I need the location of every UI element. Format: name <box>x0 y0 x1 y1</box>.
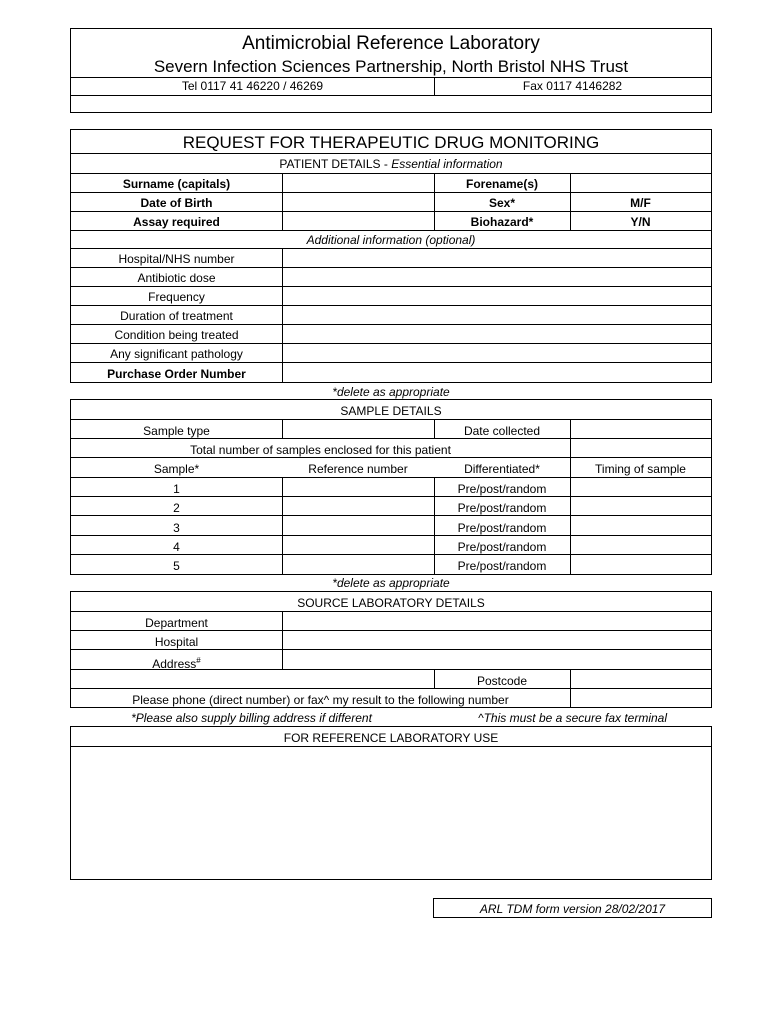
sex-options[interactable]: M/F <box>630 196 651 210</box>
sex-label: Sex* <box>488 196 516 210</box>
phone-fax-field[interactable] <box>571 689 711 707</box>
sample-row-diff[interactable]: Pre/post/random <box>457 559 547 573</box>
forename-field[interactable] <box>571 174 711 192</box>
pathology-label: Any significant pathology <box>110 347 243 361</box>
assay-label: Assay required <box>133 215 220 229</box>
hospital-nhs-field[interactable] <box>283 249 711 267</box>
delete-note-patient: *delete as appropriate <box>332 385 450 399</box>
sample-details-heading: SAMPLE DETAILS <box>340 404 442 418</box>
postcode-label: Postcode <box>476 674 528 688</box>
sample-row-diff[interactable]: Pre/post/random <box>457 540 547 554</box>
biohazard-options[interactable]: Y/N <box>630 215 651 229</box>
frequency-field[interactable] <box>283 287 711 305</box>
form-version: ARL TDM form version 28/02/2017 <box>479 902 666 916</box>
phone-fax-label: Please phone (direct number) or fax^ my result to the following number <box>132 693 509 707</box>
total-samples-field[interactable] <box>571 439 711 457</box>
antibiotic-dose-label: Antibiotic dose <box>137 271 216 285</box>
hospital-nhs-label: Hospital/NHS number <box>118 252 235 266</box>
sample-row-diff[interactable]: Pre/post/random <box>457 521 547 535</box>
frequency-label: Frequency <box>148 290 205 304</box>
forename-label: Forename(s) <box>465 177 539 191</box>
postcode-field[interactable] <box>571 670 711 688</box>
sample-details-section <box>70 399 712 575</box>
col-timing: Timing of sample <box>595 462 686 476</box>
address-continued-field[interactable] <box>72 670 434 688</box>
sample-row-num: 3 <box>173 521 180 535</box>
duration-label: Duration of treatment <box>120 309 233 323</box>
additional-info-heading: Additional information (optional) <box>306 233 476 247</box>
department-field[interactable] <box>283 612 711 630</box>
patient-details-section <box>70 129 712 383</box>
col-sample: Sample* <box>153 462 200 476</box>
assay-field[interactable] <box>283 212 433 230</box>
sample-type-field[interactable] <box>283 420 433 438</box>
sample-type-label: Sample type <box>143 424 210 438</box>
date-collected-field[interactable] <box>571 420 711 438</box>
duration-field[interactable] <box>283 306 711 324</box>
surname-field[interactable] <box>283 174 433 192</box>
col-reference: Reference number <box>308 462 408 476</box>
fax-note: ^This must be a secure fax terminal <box>477 711 668 725</box>
sample-row-diff[interactable]: Pre/post/random <box>457 482 547 496</box>
surname-label: Surname (capitals) <box>122 177 231 191</box>
dob-label: Date of Birth <box>140 196 213 210</box>
lab-fax: Fax 0117 4146282 <box>522 79 623 93</box>
purchase-order-field[interactable] <box>283 364 711 382</box>
total-samples-label: Total number of samples enclosed for this patient <box>190 443 451 457</box>
source-lab-section <box>70 591 712 708</box>
lab-header <box>70 28 712 113</box>
source-lab-heading: SOURCE LABORATORY DETAILS <box>297 596 485 610</box>
form-title: REQUEST FOR THERAPEUTIC DRUG MONITORING <box>182 133 600 152</box>
reference-lab-use-section <box>70 726 712 880</box>
antibiotic-dose-field[interactable] <box>283 268 711 286</box>
sample-row-diff[interactable]: Pre/post/random <box>457 501 547 515</box>
form-version-box <box>433 898 712 918</box>
lab-name: Antimicrobial Reference Laboratory <box>242 33 540 54</box>
delete-note-sample: *delete as appropriate <box>332 576 450 590</box>
hospital-label: Hospital <box>154 635 199 649</box>
department-label: Department <box>145 616 208 630</box>
reference-lab-heading: FOR REFERENCE LABORATORY USE <box>283 731 499 745</box>
pathology-field[interactable] <box>283 344 711 362</box>
col-differentiated: Differentiated* <box>464 462 540 476</box>
sample-row-num: 4 <box>173 540 180 554</box>
trust-name: Severn Infection Sciences Partnership, North Bristol NHS Trust <box>153 57 629 76</box>
condition-label: Condition being treated <box>114 328 239 342</box>
address-label: Address# <box>152 656 201 671</box>
date-collected-label: Date collected <box>463 424 541 438</box>
sample-row-num: 2 <box>173 501 180 515</box>
condition-field[interactable] <box>283 325 711 343</box>
patient-details-heading: PATIENT DETAILS - Essential information <box>279 157 503 171</box>
billing-note: *Please also supply billing address if different <box>131 711 372 725</box>
address-field[interactable] <box>283 650 711 669</box>
biohazard-label: Biohazard* <box>470 215 534 229</box>
hospital-field[interactable] <box>283 631 711 649</box>
sample-row-num: 5 <box>173 559 180 573</box>
reference-lab-notes-area[interactable] <box>72 747 710 878</box>
lab-telephone: Tel 0117 41 46220 / 46269 <box>181 79 324 93</box>
sample-row-num: 1 <box>173 482 180 496</box>
purchase-order-label: Purchase Order Number <box>107 367 246 381</box>
dob-field[interactable] <box>283 193 433 211</box>
